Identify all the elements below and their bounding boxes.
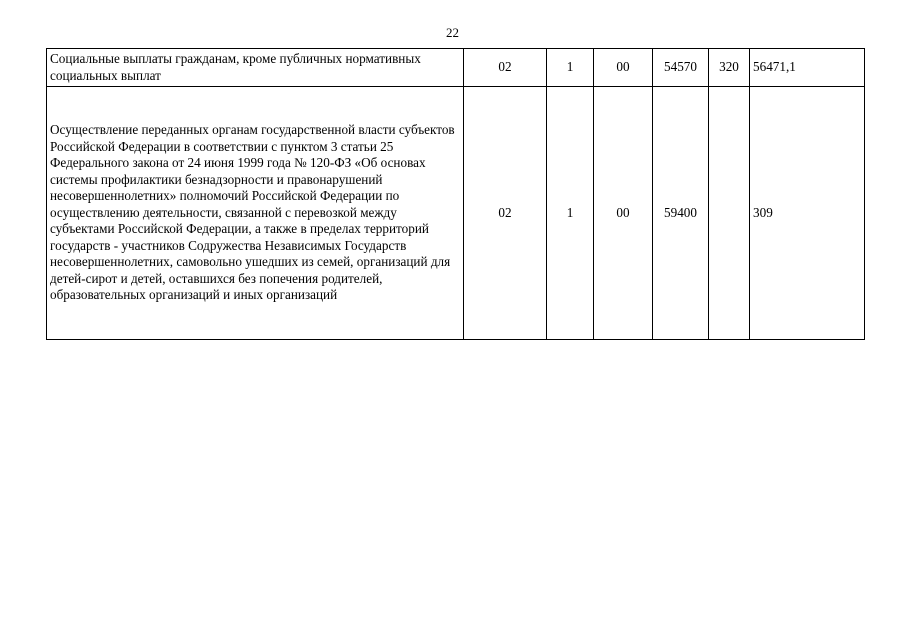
row-direction-code: 54570: [653, 49, 709, 87]
row-subprogram-code: 00: [594, 49, 653, 87]
row-direction-code: 59400: [653, 87, 709, 340]
table-row: [47, 49, 865, 87]
row-program-code: 1: [547, 87, 594, 340]
row-description: Социальные выплаты гражданам, кроме публичных нормативных социальных выплат: [47, 49, 464, 87]
row-program-code: 1: [547, 49, 594, 87]
row-subprogram-code: 00: [594, 87, 653, 340]
row-section: 02: [464, 87, 547, 340]
row-amount: 56471,1: [750, 49, 865, 87]
row-expense-type: [709, 87, 750, 340]
row-expense-type: 320: [709, 49, 750, 87]
table-row: [47, 87, 865, 340]
row-amount: 309: [750, 87, 865, 340]
row-description: Осуществление переданных органам государственной власти субъектов Российской Федерации в соответствии с пунктом 3 статьи 25 Федерального закона от 24 июня 1999 года № 120-ФЗ «Об основах системы профилактики безнадзорности и правонарушений несовершеннолетних» полномочий Российской Федерации по осуществлению деятельности, связанной с перевозкой между субъектами Российской Федерации, а также в пределах территорий государств - участников Содружества Независимых Государств несовершеннолетних, самовольно ушедших из семей, организаций для детей-сирот и детей, оставшихся без попечения родителей, образовательных организаций и иных организаций: [47, 87, 464, 340]
budget-table: [46, 48, 865, 340]
row-section: 02: [464, 49, 547, 87]
page-number: 22: [446, 25, 459, 40]
